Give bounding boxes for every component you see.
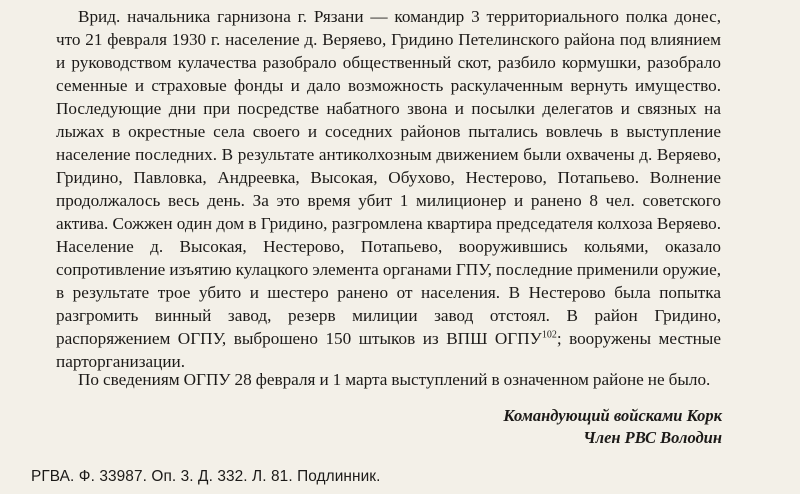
paragraph-report xyxy=(56,5,721,373)
archive-source: РГВА. Ф. 33987. Оп. 3. Д. 332. Л. 81. Подлинник. xyxy=(31,468,381,485)
paragraph-report-text: Врид. начальника гарнизона г. Рязани — командир 3 территориального полка донес, что 21 февраля 1930 г. население д. Веряево, Гридино Петелинского района под влиянием и руководством кулачества разобрало общественный скот, разбило кормушки, разобрало семенные и страховые фонды и дало возможность раскулаченным вернуть имущество. Последующие дни при посредстве набатного звона и посылки делегатов и связных на лыжах в окрестные села своего и соседних районов пытались вовлечь в выступление население последних. В результате антиколхозным движением были охвачены д. Веряево, Гридино, Павловка, Андреевка, Высокая, Обухово, Нестерово, Потапьево. Волнение продолжалось весь день. За это время убит 1 милиционер и ранено 8 чел. советского актива. Сожжен один дом в Гридино, разгромлена квартира председателя колхоза Веряево. Население д. Высокая, Нестерово, Потапьево, вооружившись кольями, оказало сопротивление изъятию кулацкого элемента органами ГПУ, последние применили оружие, в результате трое убито и шестеро ранено от населения. В Нестерово была попытка разгромить винный завод, резерв милиции завод отстоял. В район Гридино, распоряжением ОГПУ, выброшено 150 штыков из ВПШ ОГПУ xyxy=(56,7,721,348)
paragraph-report-tail: ; вооружены местные парторганизации. xyxy=(56,329,721,371)
signature-rvs-member: Член РВС Володин xyxy=(583,428,722,447)
paragraph-summary: По сведениям ОГПУ 28 февраля и 1 марта выступлений в означенном районе не было. xyxy=(78,370,711,389)
footnote-ref: 102 xyxy=(541,329,557,341)
signature-commander: Командующий войсками Корк xyxy=(503,406,722,425)
